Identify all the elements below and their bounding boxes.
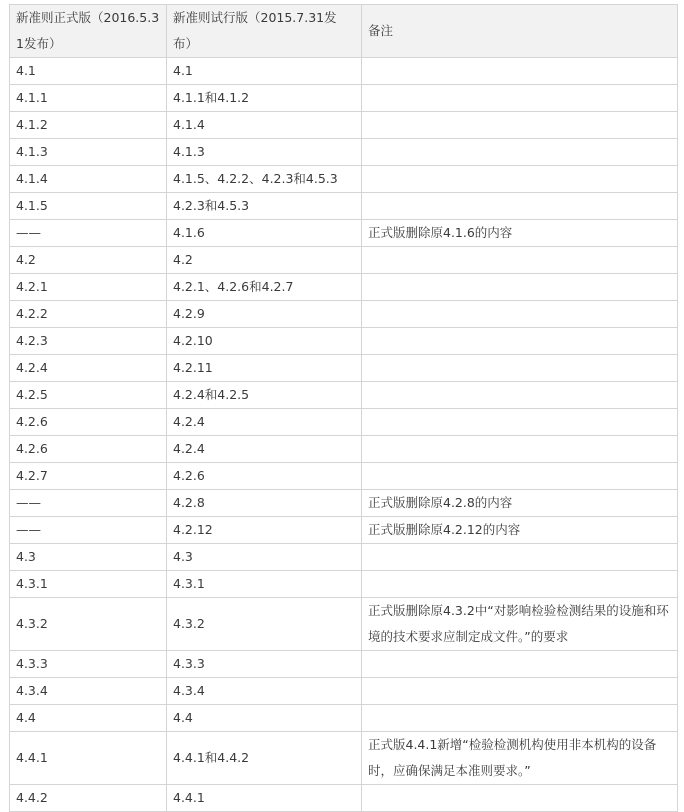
trial-clause-cell: 4.4 — [167, 705, 362, 732]
formal-clause-cell: 4.2.5 — [10, 382, 167, 409]
trial-clause-cell: 4.2.6 — [167, 463, 362, 490]
table-row — [10, 436, 678, 463]
trial-clause-cell: 4.4.1和4.4.2 — [167, 732, 362, 785]
formal-clause-cell: 4.2.7 — [10, 463, 167, 490]
table-body — [10, 58, 678, 812]
trial-clause-cell: 4.2.1、4.2.6和4.2.7 — [167, 274, 362, 301]
table-row — [10, 274, 678, 301]
table-row — [10, 112, 678, 139]
formal-clause-cell: —— — [10, 517, 167, 544]
table-row — [10, 651, 678, 678]
table-row — [10, 544, 678, 571]
table-row — [10, 678, 678, 705]
remark-cell — [362, 274, 678, 301]
formal-clause-cell: 4.3 — [10, 544, 167, 571]
header-trial-version: 新准则试行版（2015.7.31发布） — [167, 5, 362, 58]
formal-clause-cell: 4.2.3 — [10, 328, 167, 355]
trial-clause-cell: 4.3.1 — [167, 571, 362, 598]
table-row — [10, 85, 678, 112]
trial-clause-cell: 4.3.4 — [167, 678, 362, 705]
remark-cell — [362, 571, 678, 598]
formal-clause-cell: 4.3.3 — [10, 651, 167, 678]
trial-clause-cell: 4.4.1 — [167, 785, 362, 812]
comparison-table — [9, 4, 678, 812]
trial-clause-cell: 4.2.10 — [167, 328, 362, 355]
formal-clause-cell: 4.1.4 — [10, 166, 167, 193]
formal-clause-cell: 4.3.1 — [10, 571, 167, 598]
remark-cell — [362, 678, 678, 705]
header-remarks: 备注 — [362, 5, 678, 58]
table-row — [10, 732, 678, 785]
formal-clause-cell: 4.4 — [10, 705, 167, 732]
trial-clause-cell: 4.2.9 — [167, 301, 362, 328]
trial-clause-cell: 4.2.3和4.5.3 — [167, 193, 362, 220]
formal-clause-cell: 4.1 — [10, 58, 167, 85]
trial-clause-cell: 4.3.2 — [167, 598, 362, 651]
remark-cell — [362, 193, 678, 220]
table-header-row — [10, 5, 678, 58]
remark-cell — [362, 166, 678, 193]
formal-clause-cell: 4.1.1 — [10, 85, 167, 112]
table-row — [10, 193, 678, 220]
remark-cell — [362, 301, 678, 328]
table-row — [10, 463, 678, 490]
formal-clause-cell: 4.3.2 — [10, 598, 167, 651]
formal-clause-cell: 4.4.1 — [10, 732, 167, 785]
formal-clause-cell: —— — [10, 490, 167, 517]
trial-clause-cell: 4.1 — [167, 58, 362, 85]
table-row — [10, 355, 678, 382]
trial-clause-cell: 4.1.1和4.1.2 — [167, 85, 362, 112]
remark-cell — [362, 436, 678, 463]
remark-cell: 正式版4.4.1新增“检验检测机构使用非本机构的设备时，应确保满足本准则要求。” — [362, 732, 678, 785]
remark-cell — [362, 409, 678, 436]
table-row — [10, 409, 678, 436]
remark-cell: 正式版删除原4.3.2中“对影响检验检测结果的设施和环境的技术要求应制定成文件。”的要求 — [362, 598, 678, 651]
table-row — [10, 139, 678, 166]
formal-clause-cell: 4.2.6 — [10, 409, 167, 436]
remark-cell — [362, 785, 678, 812]
table-row — [10, 247, 678, 274]
remark-cell — [362, 139, 678, 166]
table-row — [10, 517, 678, 544]
formal-clause-cell: 4.1.5 — [10, 193, 167, 220]
table-row — [10, 705, 678, 732]
table-row — [10, 571, 678, 598]
trial-clause-cell: 4.1.4 — [167, 112, 362, 139]
formal-clause-cell: 4.2.6 — [10, 436, 167, 463]
formal-clause-cell: 4.2.2 — [10, 301, 167, 328]
table-row — [10, 301, 678, 328]
trial-clause-cell: 4.1.6 — [167, 220, 362, 247]
trial-clause-cell: 4.2.4和4.2.5 — [167, 382, 362, 409]
remark-cell: 正式版删除原4.2.12的内容 — [362, 517, 678, 544]
trial-clause-cell: 4.1.3 — [167, 139, 362, 166]
trial-clause-cell: 4.1.5、4.2.2、4.2.3和4.5.3 — [167, 166, 362, 193]
remark-cell — [362, 85, 678, 112]
remark-cell: 正式版删除原4.1.6的内容 — [362, 220, 678, 247]
table-row — [10, 490, 678, 517]
formal-clause-cell: 4.4.2 — [10, 785, 167, 812]
table-row — [10, 598, 678, 651]
remark-cell — [362, 705, 678, 732]
remark-cell — [362, 463, 678, 490]
trial-clause-cell: 4.2 — [167, 247, 362, 274]
remark-cell — [362, 544, 678, 571]
formal-clause-cell: —— — [10, 220, 167, 247]
trial-clause-cell: 4.2.4 — [167, 409, 362, 436]
remark-cell — [362, 382, 678, 409]
table-row — [10, 166, 678, 193]
formal-clause-cell: 4.1.3 — [10, 139, 167, 166]
table-row — [10, 58, 678, 85]
remark-cell — [362, 247, 678, 274]
trial-clause-cell: 4.3 — [167, 544, 362, 571]
trial-clause-cell: 4.2.8 — [167, 490, 362, 517]
formal-clause-cell: 4.1.2 — [10, 112, 167, 139]
trial-clause-cell: 4.2.12 — [167, 517, 362, 544]
table-row — [10, 785, 678, 812]
header-formal-version: 新准则正式版（2016.5.31发布） — [10, 5, 167, 58]
remark-cell — [362, 58, 678, 85]
table-row — [10, 220, 678, 247]
trial-clause-cell: 4.2.11 — [167, 355, 362, 382]
formal-clause-cell: 4.2 — [10, 247, 167, 274]
remark-cell — [362, 328, 678, 355]
formal-clause-cell: 4.3.4 — [10, 678, 167, 705]
table-row — [10, 382, 678, 409]
formal-clause-cell: 4.2.1 — [10, 274, 167, 301]
trial-clause-cell: 4.2.4 — [167, 436, 362, 463]
remark-cell: 正式版删除原4.2.8的内容 — [362, 490, 678, 517]
remark-cell — [362, 651, 678, 678]
remark-cell — [362, 112, 678, 139]
trial-clause-cell: 4.3.3 — [167, 651, 362, 678]
formal-clause-cell: 4.2.4 — [10, 355, 167, 382]
remark-cell — [362, 355, 678, 382]
table-row — [10, 328, 678, 355]
